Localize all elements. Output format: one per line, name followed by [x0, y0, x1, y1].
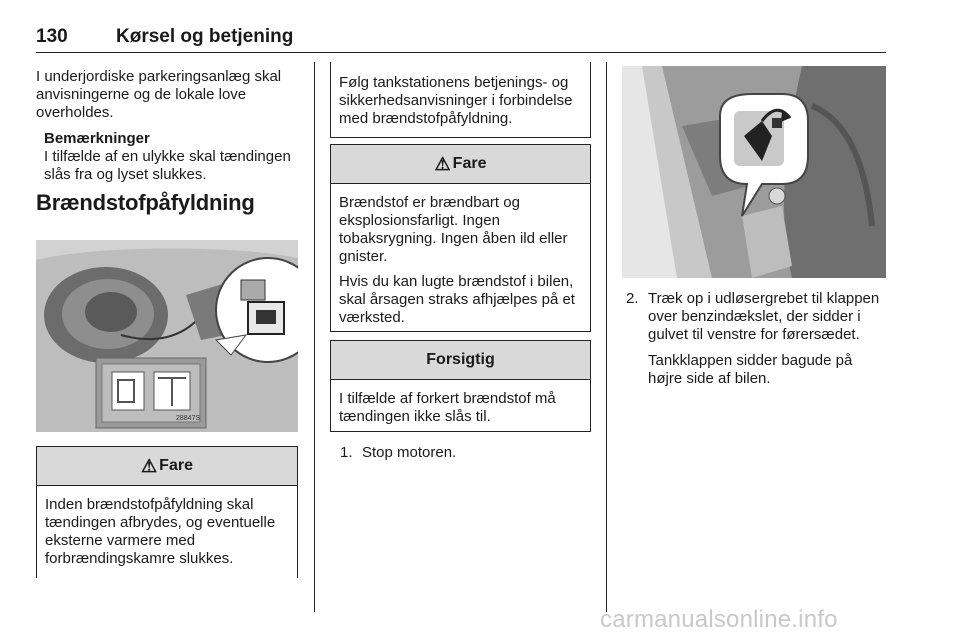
- danger-label: Fare: [452, 155, 487, 172]
- step-1: [340, 444, 590, 470]
- caution-box: [330, 340, 591, 432]
- section-heading: Brændstofpåfyldning: [36, 190, 255, 215]
- danger-text-2: Hvis du kan lugte brændstof i bilen, skal årsagen straks afhjælpes på et værksted.: [339, 273, 575, 326]
- danger-box-1: [36, 446, 298, 578]
- warning-triangle-icon: ⚠: [141, 455, 158, 476]
- figure-code: 28847S: [176, 415, 201, 422]
- danger-label: Fare: [159, 457, 193, 474]
- step-text: Stop motoren.: [362, 444, 457, 461]
- release-lever-illustration: [622, 66, 886, 278]
- note-text: I tilfælde af en ulykke skal tændingen slås fra og lyset slukkes.: [44, 148, 291, 183]
- step-note: Tankklappen sidder bagude på højre side af bilen.: [648, 352, 853, 387]
- caution-label: Forsigtig: [426, 351, 495, 368]
- caution-text: I tilfælde af forkert brændstof må tændingen ikke slås til.: [339, 390, 556, 425]
- step-text: Træk op i udløsergrebet til klappen over benzindækslet, der sidder i gulvet til venstre for førersædet.: [648, 290, 880, 343]
- fuel-door-illustration: [36, 240, 298, 432]
- chapter-title: Kørsel og betjening: [116, 26, 294, 47]
- step-number: 2.: [626, 290, 639, 307]
- note-box-top: [330, 62, 591, 138]
- warning-triangle-icon: ⚠: [434, 153, 451, 174]
- danger-text: Inden brændstofpåfyldning skal tændingen afbrydes, og eventuelle eksterne varmere med forbrændingskamre slukkes.: [45, 496, 276, 567]
- intro-paragraph: I underjordiske parkeringsanlæg skal anvisningerne og de lokale love overholdes.: [36, 68, 282, 121]
- page-header: [36, 22, 886, 53]
- page-number: 130: [36, 26, 68, 47]
- watermark: carmanualsonline.info: [600, 606, 838, 633]
- column-divider-2: [606, 62, 607, 612]
- safety-note-text: Følg tankstationens betjenings- og sikkerhedsanvisninger i forbindelse med brændstofpåfyldning.: [339, 74, 573, 127]
- danger-text-1: Brændstof er brændbart og eksplosionsfarligt. Ingen tobaksrygning. Ingen åben ild eller gnister.: [339, 194, 568, 265]
- column-divider-1: [314, 62, 315, 612]
- step-2: [626, 290, 888, 396]
- note-heading: Bemærkninger: [44, 130, 150, 147]
- step-number: 1.: [340, 444, 353, 461]
- danger-box-2: [330, 144, 591, 332]
